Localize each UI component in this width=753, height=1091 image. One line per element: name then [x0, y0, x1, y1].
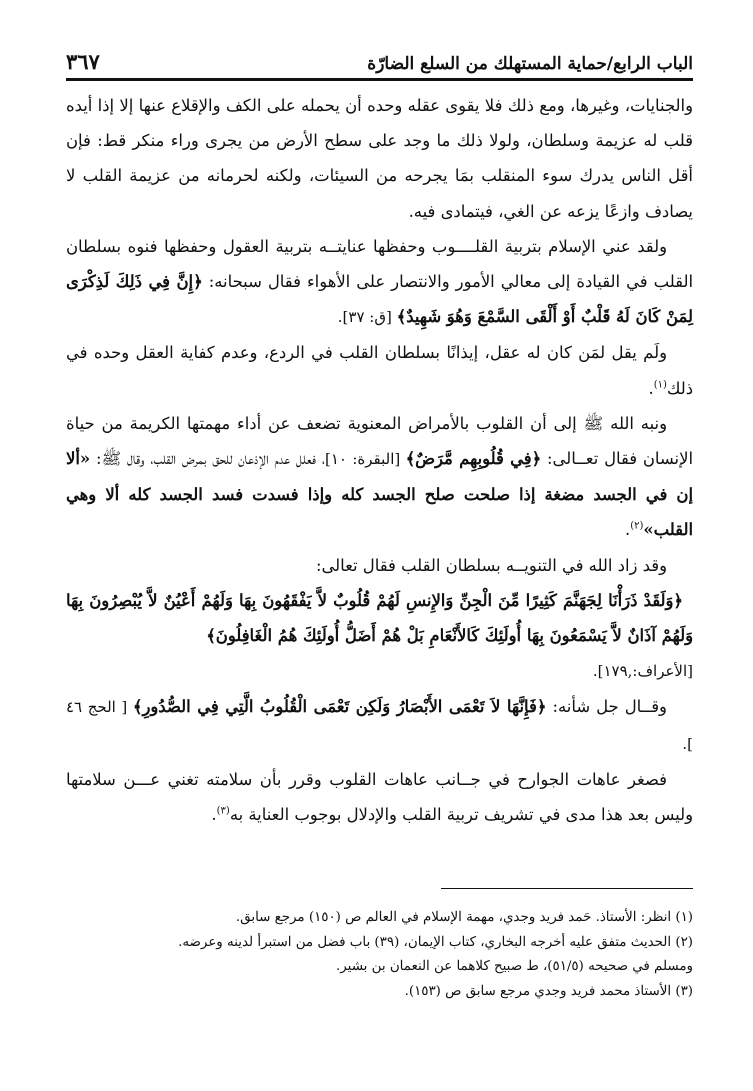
footnote-separator — [441, 888, 693, 889]
footnote-marker-3: (٣) — [216, 805, 230, 817]
footnote-3: (٣) الأستاذ محمد فريد وجدي مرجع سابق ص (١٥٣). — [404, 983, 693, 999]
quran-verse-baqarah: ﴿فِي قُلُوبِهِم مَّرَضٌ﴾ — [405, 449, 542, 469]
running-header — [66, 40, 693, 81]
paragraph-3-text: ولَم يقل لمَن كان له عقل، إيذانًا بسلطان القلب في الردع، وعدم كفاية العقل وحده في ذلك — [66, 343, 693, 398]
paragraph-3-end: . — [648, 378, 654, 398]
paragraph-4-end: . — [624, 520, 631, 540]
page-number: ٣٦٧ — [66, 49, 100, 74]
paragraph-3 — [66, 335, 693, 405]
quran-verse-araf: ﴿وَلَقَدْ ذَرَأْنَا لِجَهَنَّمَ كَثِيرًا مِّنَ الْجِنِّ وَالإِنسِ لَهُمْ قُلُوبٌ لاَّ يَفْقَهُونَ بِهَا وَلَهُمْ أَعْيُنٌ لاَّ يُبْصِرُونَ بِهَا وَلَهُمْ آذَانٌ لاَّ يَسْمَعُونَ بِهَا أُولَئِكَ كَالأَنْعَامِ بَلْ هُمْ أَضَلُّ أُولَئِكَ هُمُ الْغَافِلُونَ﴾ — [66, 590, 693, 646]
hadith-quote: «ألا إن في الجسد مضغة إذا صلحت صلح الجسد كله وإذا فسدت فسد الجسد كله ألا وهي القلب» — [66, 449, 693, 540]
paragraph-4-text-2: ، فعلل عدم الإذعان للحق بمرض القلب، وقال ﷺ: — [90, 449, 326, 469]
paragraph-8 — [66, 762, 693, 832]
verse-reference-araf — [66, 653, 693, 689]
main-text — [66, 88, 693, 832]
paragraph-5: وقد زاد الله في التنويــه بسلطان القلب فقال تعالى: — [315, 555, 667, 575]
quran-verse-qaf: ﴿إِنَّ فِي ذَلِكَ لَذِكْرَى لِمَنْ كَانَ لَهُ قَلْبٌ أَوْ أَلْقَى السَّمْعَ وَهُوَ شَهِيدٌ﴾ — [66, 272, 693, 327]
footnote-marker-1: (١) — [653, 379, 667, 391]
paragraph-4 — [66, 406, 693, 548]
verse-reference: [ق: ٣٧]. — [337, 308, 397, 327]
paragraph-2 — [66, 229, 693, 336]
footnote-2: (٢) الحديث متفق عليه أخرجه البخاري، كتاب الإيمان، (٣٩) باب فضل من استبرأ لدينه وعرضه. — [178, 934, 693, 950]
footnote-2-continued: ومسلم في صحيحه (٥١/٥)، ط صبيح كلاهما عن النعمان بن بشير. — [336, 959, 693, 974]
paragraph-8-text: فصغر عاهات الجوارح في جــانب عاهات القلوب وقرر بأن سلامته تغني عـــن سلامتها وليس بعد هذا مدى في تشريف تربية القلب والإدلال بوجوب العناية به — [66, 769, 693, 825]
quran-verse-hajj: ﴿فَإِنَّهَا لاَ تَعْمَى الأَبْصَارُ وَلَكِن تَعْمَى الْقُلُوبُ الَّتِي فِي الصُّدُورِ﴾ — [132, 697, 547, 717]
paragraph-2-text: ولقد عني الإسلام بتربية القلــــوب وحفظها عنايتــه بتربية العقول وحفظها فنوه بسلطان القلب في القيادة إلى معالي الأمور والانتصار على الأهواء فقال سبحانه: — [66, 236, 693, 292]
footnote-1: (١) انظر: الأستاذ. حَمد فريد وجدي، مهمة الإسلام في العالم ص (١٥٠) مرجع سابق. — [235, 910, 693, 925]
verse-reference: [ الحج ٤٦ ]. — [66, 698, 693, 753]
paragraph-8-end: . — [211, 805, 217, 825]
paragraph-4-text: ونبه الله ﷺ إلى أن القلوب بالأمراض المعنوية تضعف عن أداء مهمتها الكريمة من حياة الإنسان فقال تعــالى: — [66, 413, 693, 469]
verse-reference: [الأعراف:,١٧٩]. — [592, 662, 693, 681]
footnote-marker-2: (٢) — [630, 520, 644, 532]
footnotes — [66, 906, 693, 1004]
paragraph-7 — [66, 689, 693, 761]
paragraph-1: والجنايات، وغيرها، ومع ذلك فلا يقوى عقله وحده أن يحمله على الكف والإقلاع عنها إلا إذا أيده قلب له عزيمة وسلطان، ولولا ذلك ما وجد على سطح الأرض من يجرى وراء منكر قط: فإن أقل الناس يدرك سوء المنقلب بمَا يجرحه من السيئات، ولكنه لحرمانه من عزيمة القلب لا يصادف وازعًا يزعه عن الغي، فيتمادى فيه. — [66, 96, 693, 221]
verse-reference: [البقرة: ١٠] — [325, 450, 406, 469]
paragraph-7-text: وقــال جل شأنه: — [546, 697, 667, 717]
chapter-title: الباب الرابع/حماية المستهلك من السلع الضارّة — [367, 54, 693, 74]
